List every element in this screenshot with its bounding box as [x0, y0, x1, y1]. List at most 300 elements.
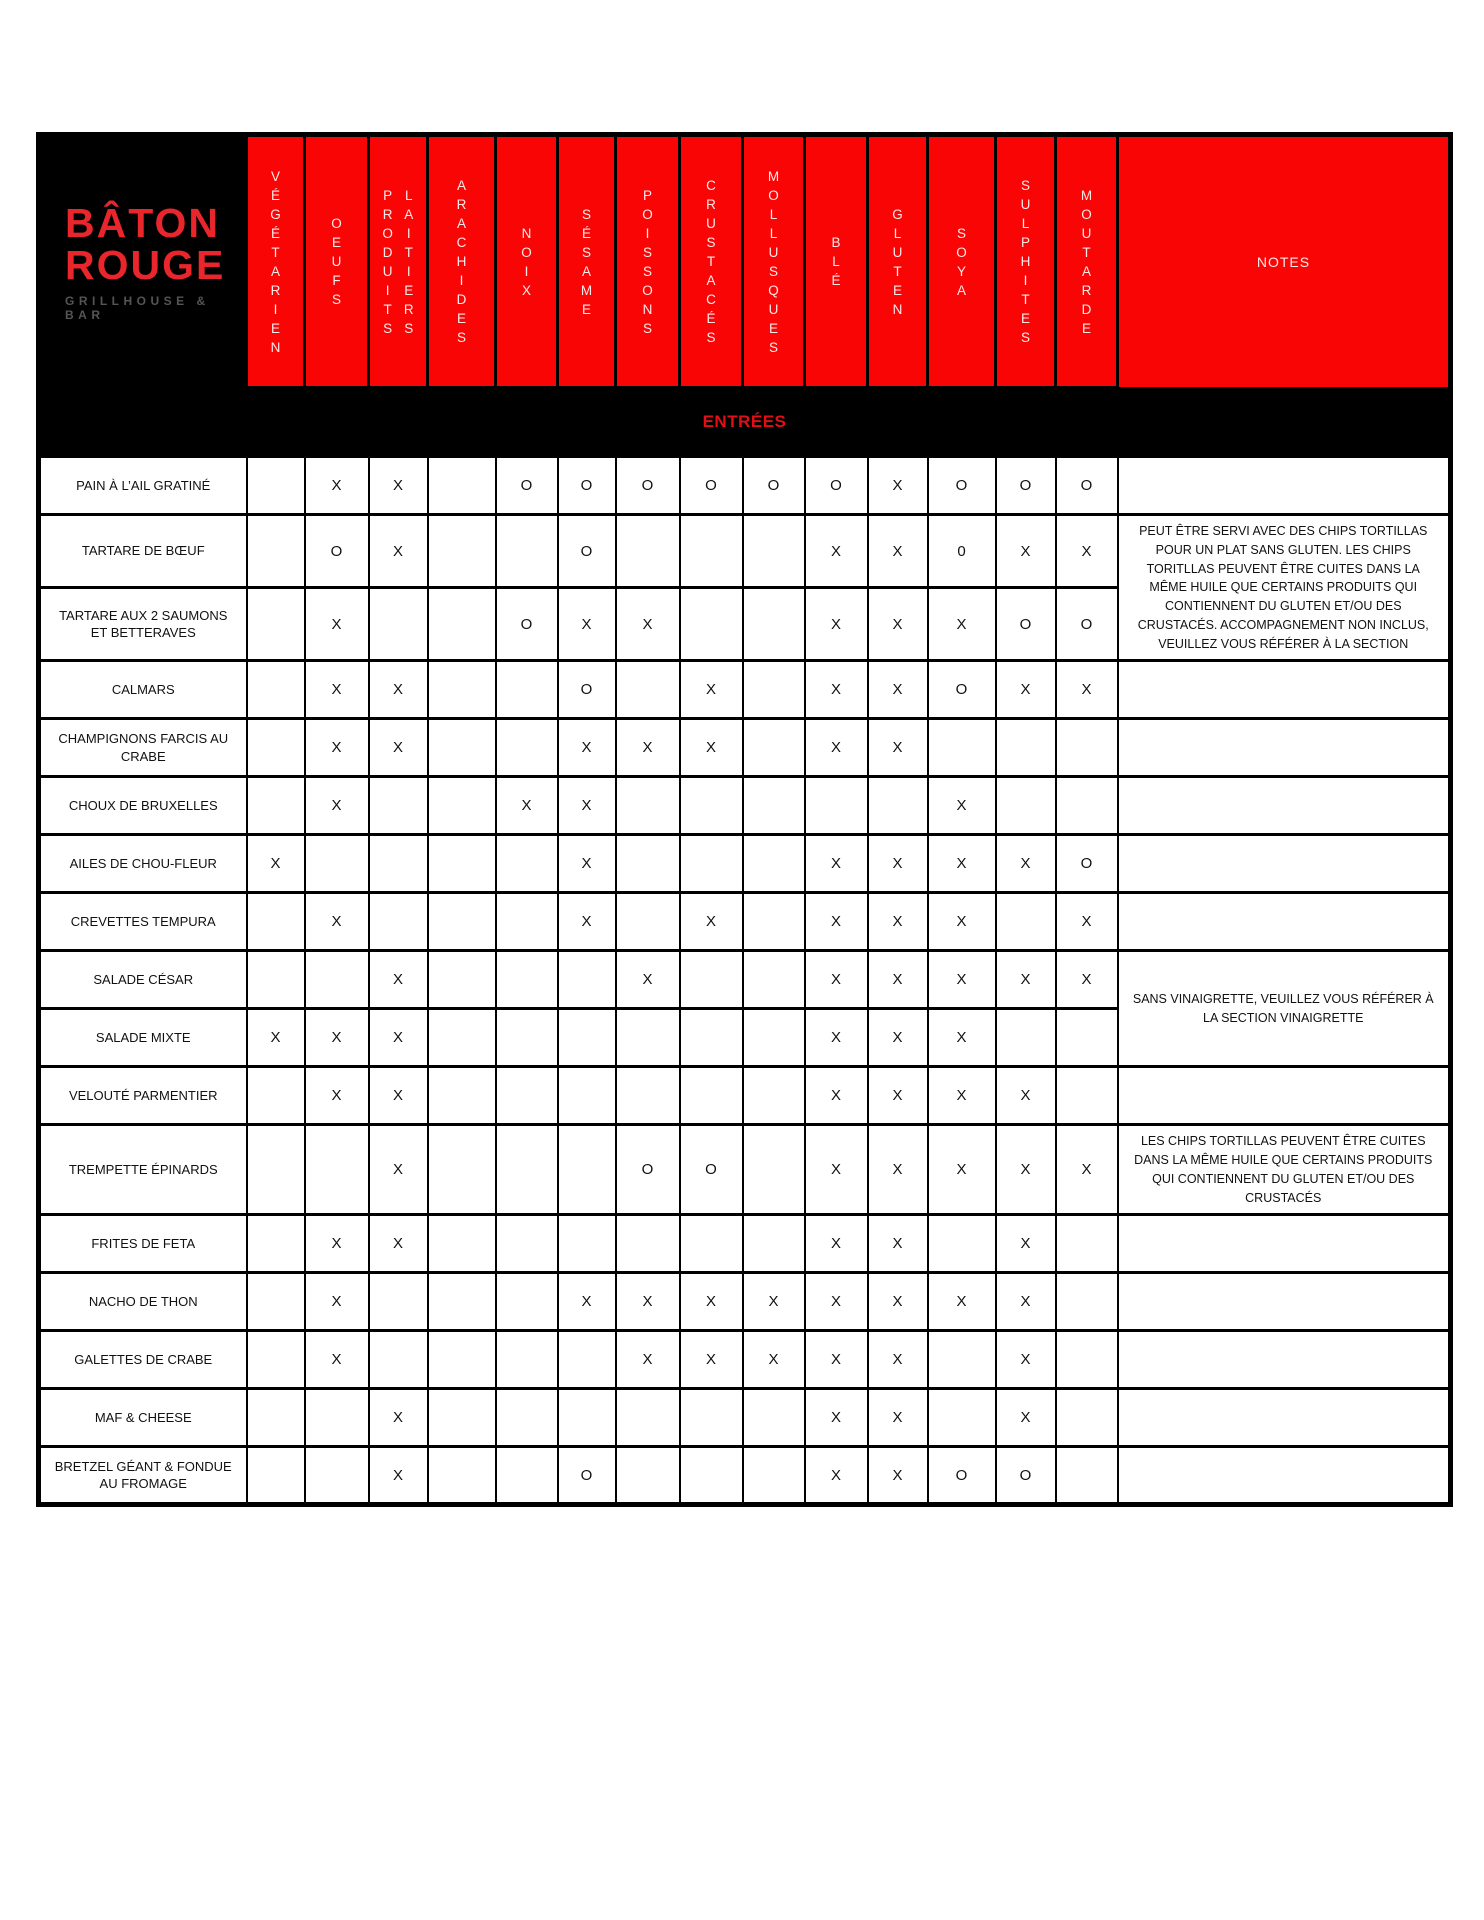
mark-cell-poissons [616, 515, 680, 588]
notes-cell: SANS VINAIGRETTE, VEUILLEZ VOUS RÉFÉRER À LA SECTION VINAIGRETTE [1118, 951, 1451, 1067]
mark-cell-oeufs: X [305, 777, 369, 835]
mark-cell-produits-laitiers: X [369, 951, 428, 1009]
mark-cell-moutarde [1056, 1215, 1118, 1273]
mark-cell-mollusques [743, 588, 805, 661]
mark-cell-produits-laitiers [369, 777, 428, 835]
column-header-word: P R O D U I T S [382, 187, 393, 336]
mark-cell-sesame: O [558, 457, 616, 515]
mark-cell-mollusques [743, 835, 805, 893]
mark-cell-sulphites: X [996, 515, 1056, 588]
mark-cell-mollusques [743, 1447, 805, 1505]
mark-cell-ble: O [805, 457, 868, 515]
mark-cell-sesame [558, 1389, 616, 1447]
mark-cell-poissons [616, 661, 680, 719]
mark-cell-arachides [428, 1215, 496, 1273]
row-label: GALETTES DE CRABE [39, 1331, 247, 1389]
mark-cell-sulphites [996, 893, 1056, 951]
mark-cell-crustaces: X [680, 661, 743, 719]
header-row [39, 135, 1451, 388]
mark-cell-produits-laitiers [369, 835, 428, 893]
mark-cell-crustaces: X [680, 1273, 743, 1331]
mark-cell-produits-laitiers [369, 1331, 428, 1389]
mark-cell-poissons: X [616, 951, 680, 1009]
row-label: CREVETTES TEMPURA [39, 893, 247, 951]
mark-cell-ble: X [805, 1067, 868, 1125]
mark-cell-mollusques: X [743, 1331, 805, 1389]
mark-cell-gluten: X [868, 457, 928, 515]
column-header-ble [805, 135, 868, 388]
table-row [39, 1331, 1451, 1389]
mark-cell-poissons: O [616, 457, 680, 515]
mark-cell-sesame: X [558, 719, 616, 777]
mark-cell-moutarde: X [1056, 515, 1118, 588]
mark-cell-sulphites: X [996, 1215, 1056, 1273]
row-label: SALADE MIXTE [39, 1009, 247, 1067]
mark-cell-sulphites: O [996, 588, 1056, 661]
column-header-word: O E U F S [331, 216, 342, 307]
row-label: NACHO DE THON [39, 1273, 247, 1331]
row-label: AILES DE CHOU-FLEUR [39, 835, 247, 893]
mark-cell-arachides [428, 515, 496, 588]
mark-cell-oeufs [305, 1125, 369, 1215]
row-label: CALMARS [39, 661, 247, 719]
mark-cell-ble: X [805, 719, 868, 777]
mark-cell-produits-laitiers: X [369, 1125, 428, 1215]
allergen-table [36, 132, 1453, 1507]
brand-name-line2: ROUGE [65, 242, 226, 289]
column-header-poissons [616, 135, 680, 388]
mark-cell-ble: X [805, 1125, 868, 1215]
mark-cell-soya [928, 1389, 996, 1447]
mark-cell-mollusques [743, 893, 805, 951]
mark-cell-crustaces [680, 1215, 743, 1273]
row-label: BRETZEL GÉANT & FONDUE AU FROMAGE [39, 1447, 247, 1505]
mark-cell-arachides [428, 1447, 496, 1505]
mark-cell-produits-laitiers: X [369, 719, 428, 777]
table-row [39, 1447, 1451, 1505]
mark-cell-vegetarien [247, 661, 305, 719]
row-label: FRITES DE FETA [39, 1215, 247, 1273]
column-header-word: M O L L U S Q U E S [767, 168, 780, 355]
mark-cell-poissons [616, 1389, 680, 1447]
column-header-word: C R U S T A C É S [706, 178, 716, 345]
mark-cell-oeufs: X [305, 1009, 369, 1067]
mark-cell-vegetarien [247, 515, 305, 588]
mark-cell-sesame: X [558, 893, 616, 951]
mark-cell-poissons: X [616, 1331, 680, 1389]
table-row [39, 515, 1451, 588]
mark-cell-oeufs: X [305, 1273, 369, 1331]
mark-cell-sulphites [996, 719, 1056, 777]
column-header-word: S O Y A [956, 225, 967, 298]
notes-cell [1118, 1273, 1451, 1331]
mark-cell-poissons: O [616, 1125, 680, 1215]
column-header-produits-laitiers [369, 135, 428, 388]
mark-cell-oeufs: X [305, 588, 369, 661]
table-row [39, 661, 1451, 719]
mark-cell-soya [928, 1331, 996, 1389]
column-header-gluten [868, 135, 928, 388]
mark-cell-ble: X [805, 835, 868, 893]
mark-cell-soya: X [928, 1125, 996, 1215]
table-row [39, 1273, 1451, 1331]
mark-cell-noix [496, 951, 558, 1009]
mark-cell-mollusques [743, 515, 805, 588]
mark-cell-arachides [428, 893, 496, 951]
mark-cell-moutarde: X [1056, 951, 1118, 1009]
mark-cell-arachides [428, 777, 496, 835]
mark-cell-poissons [616, 1447, 680, 1505]
section-band [39, 388, 1451, 457]
mark-cell-moutarde [1056, 1067, 1118, 1125]
mark-cell-poissons [616, 1215, 680, 1273]
mark-cell-vegetarien [247, 1067, 305, 1125]
mark-cell-arachides [428, 951, 496, 1009]
mark-cell-arachides [428, 1273, 496, 1331]
mark-cell-vegetarien [247, 457, 305, 515]
mark-cell-gluten: X [868, 661, 928, 719]
mark-cell-sulphites [996, 1009, 1056, 1067]
column-header-oeufs [305, 135, 369, 388]
mark-cell-oeufs [305, 1389, 369, 1447]
row-label: TREMPETTE ÉPINARDS [39, 1125, 247, 1215]
mark-cell-vegetarien [247, 1215, 305, 1273]
column-header-arachides [428, 135, 496, 388]
table-row [39, 835, 1451, 893]
mark-cell-moutarde [1056, 1389, 1118, 1447]
notes-cell [1118, 1389, 1451, 1447]
mark-cell-poissons [616, 1009, 680, 1067]
mark-cell-sulphites: X [996, 1273, 1056, 1331]
mark-cell-moutarde [1056, 1009, 1118, 1067]
mark-cell-produits-laitiers: X [369, 1215, 428, 1273]
mark-cell-sulphites: X [996, 1125, 1056, 1215]
mark-cell-noix [496, 1067, 558, 1125]
mark-cell-produits-laitiers: X [369, 457, 428, 515]
row-label: CHAMPIGNONS FARCIS AU CRABE [39, 719, 247, 777]
mark-cell-moutarde: X [1056, 893, 1118, 951]
mark-cell-soya: 0 [928, 515, 996, 588]
mark-cell-arachides [428, 835, 496, 893]
mark-cell-gluten: X [868, 951, 928, 1009]
mark-cell-soya: X [928, 588, 996, 661]
mark-cell-gluten: X [868, 1447, 928, 1505]
mark-cell-moutarde: O [1056, 457, 1118, 515]
mark-cell-gluten: X [868, 1215, 928, 1273]
mark-cell-sesame: X [558, 835, 616, 893]
table-row [39, 719, 1451, 777]
mark-cell-arachides [428, 661, 496, 719]
mark-cell-oeufs: O [305, 515, 369, 588]
mark-cell-sesame [558, 1215, 616, 1273]
mark-cell-produits-laitiers: X [369, 1009, 428, 1067]
mark-cell-ble: X [805, 1331, 868, 1389]
mark-cell-arachides [428, 1067, 496, 1125]
mark-cell-arachides [428, 1389, 496, 1447]
mark-cell-noix [496, 1331, 558, 1389]
notes-cell [1118, 777, 1451, 835]
mark-cell-sesame: O [558, 661, 616, 719]
mark-cell-produits-laitiers [369, 893, 428, 951]
mark-cell-gluten: X [868, 1331, 928, 1389]
column-header-word: A R A C H I D E S [456, 178, 467, 345]
mark-cell-soya: X [928, 1009, 996, 1067]
notes-cell [1118, 1331, 1451, 1389]
mark-cell-sulphites: O [996, 457, 1056, 515]
mark-cell-noix [496, 1125, 558, 1215]
mark-cell-gluten: X [868, 893, 928, 951]
mark-cell-crustaces [680, 1067, 743, 1125]
mark-cell-gluten: X [868, 1125, 928, 1215]
row-label: TARTARE AUX 2 SAUMONS ET BETTERAVES [39, 588, 247, 661]
mark-cell-sesame [558, 1125, 616, 1215]
mark-cell-noix [496, 835, 558, 893]
mark-cell-mollusques [743, 1125, 805, 1215]
column-header-sesame [558, 135, 616, 388]
mark-cell-oeufs: X [305, 1215, 369, 1273]
column-header-sulphites [996, 135, 1056, 388]
brand-tagline: GRILLHOUSE & BAR [65, 293, 210, 322]
section-title-entrees: ENTRÉES [39, 388, 1451, 457]
mark-cell-gluten: X [868, 719, 928, 777]
mark-cell-mollusques [743, 1389, 805, 1447]
mark-cell-noix [496, 661, 558, 719]
mark-cell-sesame [558, 1331, 616, 1389]
mark-cell-arachides [428, 588, 496, 661]
mark-cell-vegetarien: X [247, 1009, 305, 1067]
mark-cell-oeufs: X [305, 457, 369, 515]
mark-cell-soya: X [928, 893, 996, 951]
row-label: MAF & CHEESE [39, 1389, 247, 1447]
mark-cell-produits-laitiers: X [369, 1067, 428, 1125]
mark-cell-produits-laitiers [369, 1273, 428, 1331]
mark-cell-soya: O [928, 1447, 996, 1505]
mark-cell-ble: X [805, 951, 868, 1009]
mark-cell-gluten: X [868, 515, 928, 588]
column-header-word: L A I T I E R S [403, 187, 414, 336]
mark-cell-sesame [558, 951, 616, 1009]
mark-cell-ble: X [805, 515, 868, 588]
notes-cell [1118, 1067, 1451, 1125]
mark-cell-oeufs [305, 1447, 369, 1505]
mark-cell-noix [496, 1273, 558, 1331]
mark-cell-produits-laitiers: X [369, 515, 428, 588]
mark-cell-crustaces [680, 835, 743, 893]
table-row [39, 893, 1451, 951]
mark-cell-sulphites: X [996, 661, 1056, 719]
mark-cell-noix [496, 515, 558, 588]
mark-cell-crustaces: X [680, 1331, 743, 1389]
mark-cell-mollusques: O [743, 457, 805, 515]
mark-cell-sesame [558, 1067, 616, 1125]
mark-cell-oeufs: X [305, 893, 369, 951]
mark-cell-arachides [428, 1125, 496, 1215]
column-header-word: N O I X [521, 225, 532, 298]
mark-cell-vegetarien [247, 719, 305, 777]
mark-cell-sulphites: O [996, 1447, 1056, 1505]
mark-cell-soya: O [928, 457, 996, 515]
mark-cell-soya [928, 719, 996, 777]
table-row [39, 1215, 1451, 1273]
mark-cell-vegetarien [247, 893, 305, 951]
mark-cell-vegetarien [247, 1447, 305, 1505]
mark-cell-ble: X [805, 1273, 868, 1331]
mark-cell-crustaces [680, 777, 743, 835]
mark-cell-noix [496, 893, 558, 951]
column-header-word: B L É [831, 235, 841, 288]
table-row [39, 777, 1451, 835]
table-row [39, 457, 1451, 515]
mark-cell-crustaces: O [680, 1125, 743, 1215]
mark-cell-crustaces [680, 951, 743, 1009]
mark-cell-vegetarien: X [247, 835, 305, 893]
mark-cell-ble: X [805, 893, 868, 951]
mark-cell-oeufs: X [305, 719, 369, 777]
mark-cell-sulphites [996, 777, 1056, 835]
row-label: VELOUTÉ PARMENTIER [39, 1067, 247, 1125]
mark-cell-crustaces: O [680, 457, 743, 515]
mark-cell-ble: X [805, 588, 868, 661]
mark-cell-sesame: O [558, 1447, 616, 1505]
mark-cell-moutarde [1056, 1273, 1118, 1331]
mark-cell-poissons [616, 777, 680, 835]
mark-cell-arachides [428, 457, 496, 515]
mark-cell-arachides [428, 719, 496, 777]
mark-cell-noix [496, 1389, 558, 1447]
mark-cell-crustaces [680, 1389, 743, 1447]
mark-cell-noix [496, 719, 558, 777]
brand-logo [39, 135, 247, 388]
mark-cell-crustaces [680, 588, 743, 661]
column-header-word: S É S A M E [580, 206, 593, 317]
mark-cell-produits-laitiers: X [369, 1447, 428, 1505]
mark-cell-moutarde: X [1056, 1125, 1118, 1215]
mark-cell-mollusques [743, 951, 805, 1009]
table-row [39, 1125, 1451, 1215]
mark-cell-sesame [558, 1009, 616, 1067]
mark-cell-gluten: X [868, 1067, 928, 1125]
mark-cell-noix [496, 1447, 558, 1505]
mark-cell-vegetarien [247, 1331, 305, 1389]
mark-cell-poissons [616, 835, 680, 893]
brand-name-line1: BÂTON [65, 199, 221, 246]
mark-cell-poissons: X [616, 588, 680, 661]
mark-cell-moutarde [1056, 719, 1118, 777]
mark-cell-soya: X [928, 1273, 996, 1331]
mark-cell-ble: X [805, 1009, 868, 1067]
mark-cell-ble [805, 777, 868, 835]
mark-cell-gluten: X [868, 1273, 928, 1331]
mark-cell-soya: X [928, 777, 996, 835]
mark-cell-crustaces [680, 1447, 743, 1505]
mark-cell-vegetarien [247, 1125, 305, 1215]
table-row [39, 951, 1451, 1009]
mark-cell-mollusques: X [743, 1273, 805, 1331]
mark-cell-ble: X [805, 1215, 868, 1273]
notes-cell: PEUT ÊTRE SERVI AVEC DES CHIPS TORTILLAS POUR UN PLAT SANS GLUTEN. LES CHIPS TORITLLAS PEUVENT ÊTRE CUITES DANS LA MÊME HUILE QUE CERTAINS PRODUITS QUI CONTIENNENT DU GLUTEN ET/OU DES CRUSTACÉS. ACCOMPAGNEMENT NON INCLUS, VEUILLEZ VOUS RÉFÉRER À LA SECTION [1118, 515, 1451, 661]
column-header-word: M O U T A R D E [1080, 187, 1093, 336]
mark-cell-sulphites: X [996, 1067, 1056, 1125]
notes-cell [1118, 1447, 1451, 1505]
mark-cell-poissons: X [616, 719, 680, 777]
mark-cell-soya: O [928, 661, 996, 719]
mark-cell-gluten: X [868, 835, 928, 893]
mark-cell-sesame: X [558, 777, 616, 835]
row-label: CHOUX DE BRUXELLES [39, 777, 247, 835]
mark-cell-mollusques [743, 777, 805, 835]
table-body [39, 388, 1451, 1505]
mark-cell-vegetarien [247, 1389, 305, 1447]
mark-cell-gluten: X [868, 588, 928, 661]
mark-cell-mollusques [743, 1009, 805, 1067]
table-row [39, 1067, 1451, 1125]
mark-cell-sulphites: X [996, 1389, 1056, 1447]
mark-cell-vegetarien [247, 951, 305, 1009]
column-header-word: P O I S S O N S [642, 187, 653, 336]
mark-cell-noix [496, 1215, 558, 1273]
mark-cell-mollusques [743, 661, 805, 719]
mark-cell-crustaces [680, 515, 743, 588]
mark-cell-gluten [868, 777, 928, 835]
notes-cell [1118, 893, 1451, 951]
mark-cell-sulphites: X [996, 835, 1056, 893]
row-label: PAIN À L’AIL GRATINÉ [39, 457, 247, 515]
mark-cell-mollusques [743, 1067, 805, 1125]
notes-cell [1118, 457, 1451, 515]
mark-cell-arachides [428, 1331, 496, 1389]
mark-cell-produits-laitiers [369, 588, 428, 661]
row-label: SALADE CÉSAR [39, 951, 247, 1009]
mark-cell-sulphites: X [996, 1331, 1056, 1389]
mark-cell-sulphites: X [996, 951, 1056, 1009]
mark-cell-produits-laitiers: X [369, 661, 428, 719]
mark-cell-soya: X [928, 951, 996, 1009]
mark-cell-soya: X [928, 835, 996, 893]
column-header-word: S U L P H I T E S [1020, 178, 1031, 345]
notes-cell [1118, 719, 1451, 777]
mark-cell-moutarde [1056, 1331, 1118, 1389]
mark-cell-soya: X [928, 1067, 996, 1125]
column-header-vegetarien [247, 135, 305, 388]
mark-cell-gluten: X [868, 1389, 928, 1447]
mark-cell-vegetarien [247, 1273, 305, 1331]
mark-cell-soya [928, 1215, 996, 1273]
mark-cell-noix: X [496, 777, 558, 835]
mark-cell-noix [496, 1009, 558, 1067]
mark-cell-vegetarien [247, 588, 305, 661]
notes-cell [1118, 835, 1451, 893]
mark-cell-sesame: O [558, 515, 616, 588]
mark-cell-moutarde [1056, 1447, 1118, 1505]
mark-cell-mollusques [743, 719, 805, 777]
column-header-crustaces [680, 135, 743, 388]
column-header-mollusques [743, 135, 805, 388]
mark-cell-poissons [616, 893, 680, 951]
notes-cell [1118, 1215, 1451, 1273]
notes-cell [1118, 661, 1451, 719]
mark-cell-produits-laitiers: X [369, 1389, 428, 1447]
mark-cell-crustaces [680, 1009, 743, 1067]
mark-cell-moutarde: X [1056, 661, 1118, 719]
notes-cell: LES CHIPS TORTILLAS PEUVENT ÊTRE CUITES DANS LA MÊME HUILE QUE CERTAINS PRODUITS QUI CONTIENNENT DU GLUTEN ET/OU DES CRUSTACÉS [1118, 1125, 1451, 1215]
row-label: TARTARE DE BŒUF [39, 515, 247, 588]
mark-cell-vegetarien [247, 777, 305, 835]
mark-cell-sesame: X [558, 1273, 616, 1331]
mark-cell-ble: X [805, 661, 868, 719]
mark-cell-poissons [616, 1067, 680, 1125]
mark-cell-moutarde: O [1056, 835, 1118, 893]
mark-cell-noix: O [496, 588, 558, 661]
